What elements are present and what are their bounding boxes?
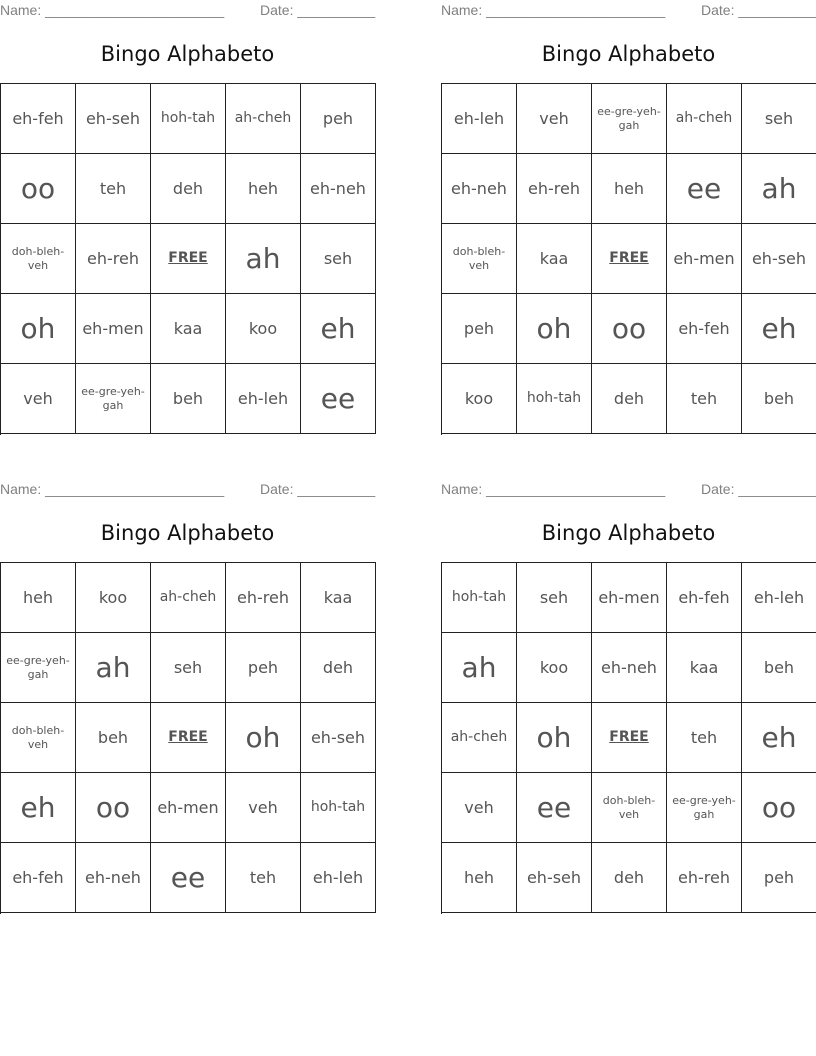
bingo-cell: eh-reh (667, 843, 742, 913)
bingo-cell: koo (76, 563, 151, 633)
bingo-cell: seh (151, 633, 226, 703)
bingo-grid (0, 562, 376, 914)
bingo-cell: ah-cheh (226, 84, 301, 154)
bingo-cell: oo (742, 773, 816, 843)
bingo-cell: beh (76, 703, 151, 773)
bingo-cell: eh-feh (1, 84, 76, 154)
bingo-cell: eh-men (592, 563, 667, 633)
bingo-grid (0, 83, 376, 435)
bingo-cell: doh-bleh-veh (442, 224, 517, 294)
bingo-cell: kaa (667, 633, 742, 703)
bingo-cell: peh (742, 843, 816, 913)
bingo-cell: deh (592, 364, 667, 434)
date-field: Date: __________ (701, 2, 816, 18)
bingo-cell: eh-reh (517, 154, 592, 224)
bingo-cell: ah (442, 633, 517, 703)
bingo-cell: eh-leh (742, 563, 816, 633)
bingo-cell: ah-cheh (151, 563, 226, 633)
bingo-cell: ee (151, 843, 226, 913)
bingo-cell: koo (517, 633, 592, 703)
bingo-cell: eh-seh (76, 84, 151, 154)
bingo-grid (441, 562, 816, 914)
bingo-cell: koo (442, 364, 517, 434)
bingo-cell: heh (592, 154, 667, 224)
bingo-cell: hoh-tah (517, 364, 592, 434)
bingo-cell: ee (301, 364, 376, 434)
bingo-cell: eh-neh (76, 843, 151, 913)
bingo-cell: peh (301, 84, 376, 154)
bingo-cell: ee-gre-yeh-gah (76, 364, 151, 434)
bingo-cell: eh (1, 773, 76, 843)
bingo-cell: kaa (151, 294, 226, 364)
bingo-cell: ee-gre-yeh-gah (592, 84, 667, 154)
bingo-card-2 (441, 0, 816, 435)
bingo-grid (441, 83, 816, 435)
bingo-cell: beh (742, 364, 816, 434)
bingo-cell: eh (301, 294, 376, 364)
bingo-cell: eh-reh (76, 224, 151, 294)
bingo-cell: deh (592, 843, 667, 913)
bingo-cell: teh (667, 703, 742, 773)
bingo-cell: seh (301, 224, 376, 294)
bingo-cell: eh (742, 294, 816, 364)
card-header (441, 0, 816, 20)
bingo-card-3 (0, 479, 375, 914)
bingo-cell: teh (226, 843, 301, 913)
bingo-cell: ee-gre-yeh-gah (667, 773, 742, 843)
bingo-cell: oo (592, 294, 667, 364)
bingo-card-1 (0, 0, 375, 435)
bingo-cell: beh (742, 633, 816, 703)
name-field: Name: _______________________ (441, 2, 666, 18)
bingo-cell: veh (1, 364, 76, 434)
bingo-cell: peh (226, 633, 301, 703)
bingo-cell: doh-bleh-veh (592, 773, 667, 843)
bingo-cell: hoh-tah (301, 773, 376, 843)
bingo-cell: oh (517, 294, 592, 364)
bingo-cell: eh-neh (592, 633, 667, 703)
bingo-cell: oh (1, 294, 76, 364)
free-space: FREE (592, 224, 667, 294)
bingo-cell: eh-neh (301, 154, 376, 224)
bingo-cell: koo (226, 294, 301, 364)
card-title: Bingo Alphabeto (100, 521, 275, 545)
bingo-cell: eh-seh (517, 843, 592, 913)
card-header (0, 0, 375, 20)
bingo-cell: teh (667, 364, 742, 434)
bingo-cell: veh (517, 84, 592, 154)
bingo-cell: deh (151, 154, 226, 224)
bingo-cell: eh-feh (667, 563, 742, 633)
bingo-cell: eh-reh (226, 563, 301, 633)
bingo-cell: veh (226, 773, 301, 843)
date-field: Date: __________ (701, 481, 816, 497)
bingo-cell: ah-cheh (442, 703, 517, 773)
date-field: Date: __________ (260, 2, 376, 18)
bingo-cell: eh-seh (301, 703, 376, 773)
bingo-cell: hoh-tah (151, 84, 226, 154)
name-field: Name: _______________________ (0, 481, 225, 497)
bingo-cell: kaa (301, 563, 376, 633)
bingo-cell: ee (667, 154, 742, 224)
bingo-cell: eh-men (151, 773, 226, 843)
bingo-cell: beh (151, 364, 226, 434)
bingo-cell: eh-seh (742, 224, 816, 294)
bingo-cell: ee (517, 773, 592, 843)
bingo-cell: eh (742, 703, 816, 773)
name-field: Name: _______________________ (0, 2, 225, 18)
bingo-cell: eh-men (667, 224, 742, 294)
bingo-cell: ah (76, 633, 151, 703)
bingo-cell: eh-leh (442, 84, 517, 154)
free-space: FREE (592, 703, 667, 773)
bingo-cell: eh-leh (301, 843, 376, 913)
free-space: FREE (151, 224, 226, 294)
card-title: Bingo Alphabeto (100, 42, 275, 66)
bingo-cell: heh (442, 843, 517, 913)
free-space: FREE (151, 703, 226, 773)
bingo-cell: hoh-tah (442, 563, 517, 633)
bingo-cell: peh (442, 294, 517, 364)
bingo-cell: eh-leh (226, 364, 301, 434)
name-field: Name: _______________________ (441, 481, 666, 497)
bingo-cell: eh-feh (667, 294, 742, 364)
bingo-cell: oo (1, 154, 76, 224)
bingo-cell: veh (442, 773, 517, 843)
bingo-cell: ee-gre-yeh-gah (1, 633, 76, 703)
bingo-cell: ah-cheh (667, 84, 742, 154)
bingo-cell: eh-men (76, 294, 151, 364)
bingo-cell: doh-bleh-veh (1, 703, 76, 773)
bingo-cell: oh (517, 703, 592, 773)
date-field: Date: __________ (260, 481, 376, 497)
bingo-cell: ah (226, 224, 301, 294)
bingo-cell: seh (742, 84, 816, 154)
bingo-cell: seh (517, 563, 592, 633)
bingo-cell: teh (76, 154, 151, 224)
bingo-card-4 (441, 479, 816, 914)
bingo-cell: oh (226, 703, 301, 773)
card-header (441, 479, 816, 499)
bingo-cell: deh (301, 633, 376, 703)
card-header (0, 479, 375, 499)
bingo-cell: kaa (517, 224, 592, 294)
card-title: Bingo Alphabeto (541, 42, 716, 66)
bingo-cell: ah (742, 154, 816, 224)
bingo-cell: eh-neh (442, 154, 517, 224)
bingo-cell: heh (1, 563, 76, 633)
bingo-cell: doh-bleh-veh (1, 224, 76, 294)
bingo-cell: heh (226, 154, 301, 224)
bingo-cell: eh-feh (1, 843, 76, 913)
bingo-cell: oo (76, 773, 151, 843)
card-title: Bingo Alphabeto (541, 521, 716, 545)
